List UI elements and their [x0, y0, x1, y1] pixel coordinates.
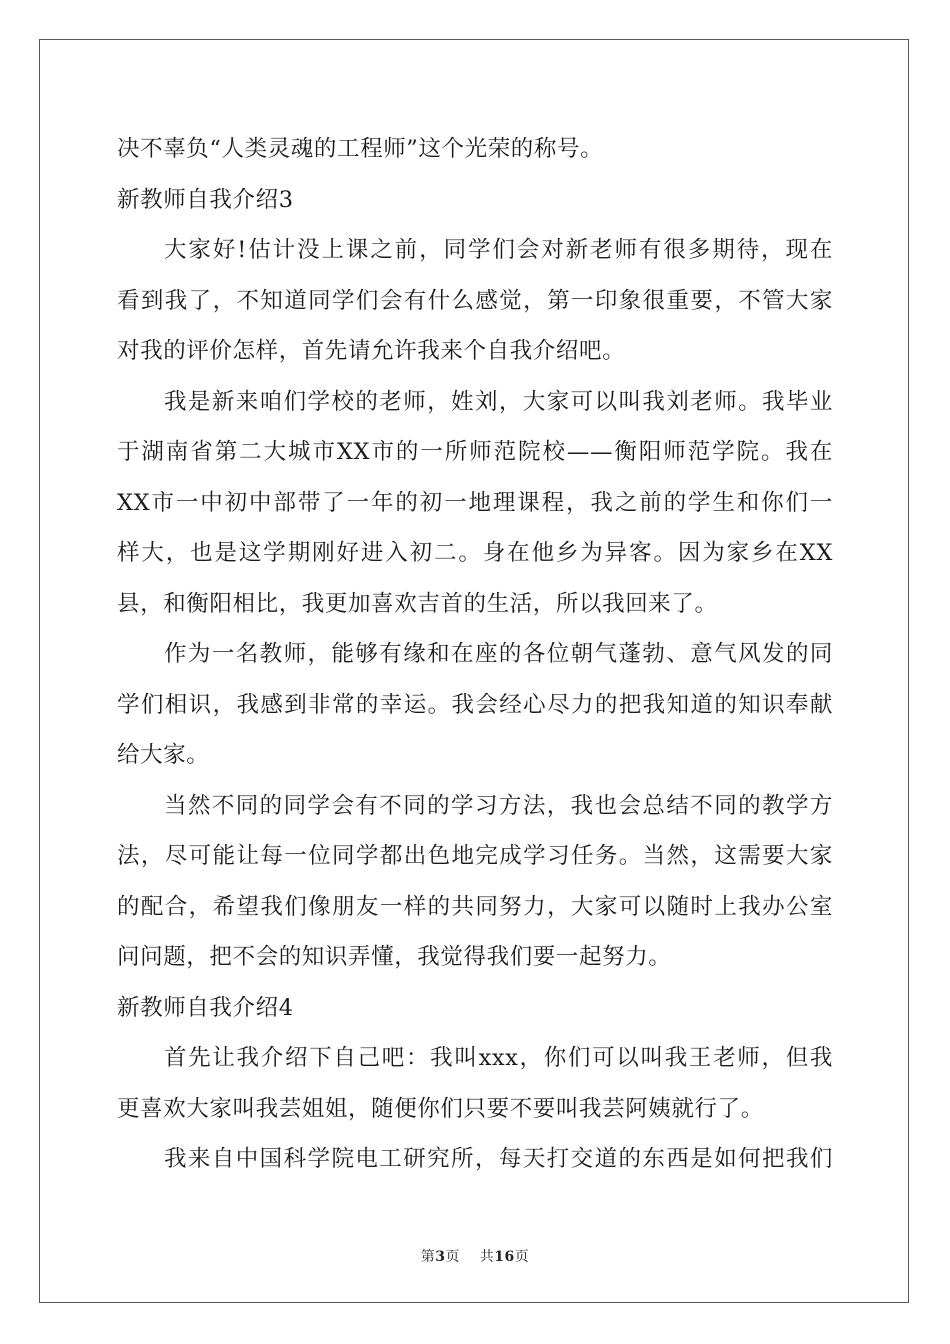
text-line: 给大家。 — [117, 742, 210, 768]
text-line: 我是新来咱们学校的老师，姓刘，大家可以叫我刘老师。我毕业 — [164, 388, 833, 415]
footer-page-suffix: 页 — [445, 1249, 460, 1265]
text-line: 样大，也是这学期刚好进入初二。身在他乡为异客。因为家乡在XX — [117, 540, 833, 566]
text-line: 看到我了，不知道同学们会有什么感觉，第一印象很重要，不管大家 — [117, 287, 833, 314]
footer-page-number: 3 — [435, 1249, 446, 1265]
document-body — [117, 124, 833, 1185]
text-line: 作为一名教师，能够有缘和在座的各位朝气蓬勃、意气风发的同 — [164, 641, 833, 667]
text-line: 的配合，希望我们像朋友一样的共同努力，大家可以随时上我办公室 — [117, 893, 833, 920]
text-line: 法，尽可能让每一位同学都出色地完成学习任务。当然，这需要大家 — [117, 843, 833, 869]
footer-total-pages: 16 — [494, 1249, 515, 1265]
text-line: 于湖南省第二大城市XX市的一所师范院校——衡阳师范学院。我在 — [117, 439, 833, 465]
text-line: 县，和衡阳相比，我更加喜欢吉首的生活，所以我回来了。 — [117, 590, 718, 617]
text-line: 大家好!估计没上课之前，同学们会对新老师有很多期待，现在 — [164, 237, 833, 263]
text-line: 问问题，把不会的知识弄懂，我觉得我们要一起努力。 — [117, 944, 672, 970]
text-line: 首先让我介绍下自己吧：我叫xxx，你们可以叫我王老师，但我 — [164, 1045, 833, 1071]
footer-total-prefix: 共 — [479, 1249, 495, 1265]
text-line: 学们相识，我感到非常的幸运。我会经心尽力的把我知道的知识奉献 — [117, 691, 833, 718]
text-line: 对我的评价怎样，首先请允许我来个自我介绍吧。 — [117, 338, 626, 364]
text-line: 决不辜负“人类灵魂的工程师”这个光荣的称号。 — [117, 136, 604, 162]
page-footer — [0, 1246, 950, 1266]
section-heading: 新教师自我介绍4 — [117, 994, 294, 1021]
section-heading: 新教师自我介绍3 — [117, 186, 294, 213]
footer-page-prefix: 第 — [420, 1249, 436, 1265]
text-line: 当然不同的同学会有不同的学习方法，我也会总结不同的教学方 — [164, 792, 833, 819]
text-line: 更喜欢大家叫我芸姐姐，随便你们只要不要叫我芸阿姨就行了。 — [117, 1095, 764, 1122]
text-line: 我来自中国科学院电工研究所，每天打交道的东西是如何把我们 — [164, 1146, 833, 1172]
text-line: XX市一中初中部带了一年的初一地理课程，我之前的学生和你们一 — [117, 489, 833, 516]
footer-total-suffix: 页 — [514, 1249, 530, 1265]
